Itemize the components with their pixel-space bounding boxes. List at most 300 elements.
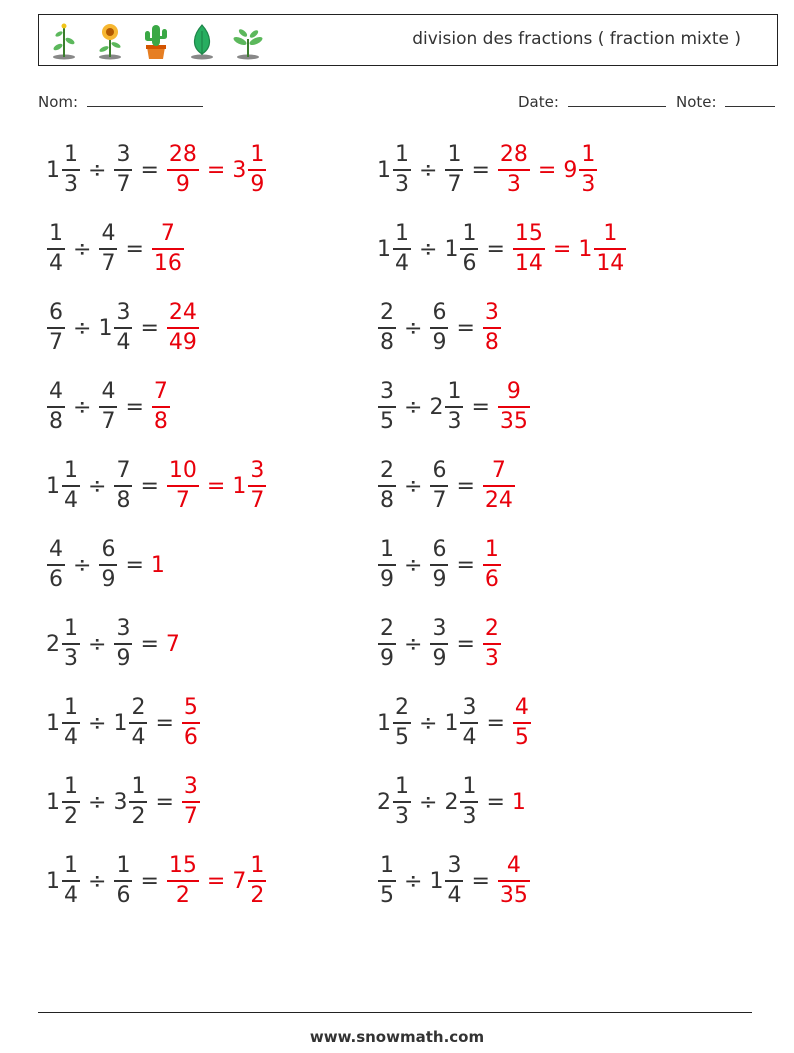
fraction — [62, 855, 80, 907]
divide-sign: ÷ — [88, 710, 107, 736]
divide-sign: ÷ — [419, 157, 438, 183]
fraction — [47, 539, 65, 591]
numerator: 6 — [432, 300, 447, 326]
sunflower-icon — [93, 21, 127, 61]
problem-item — [377, 140, 598, 200]
denominator: 24 — [484, 487, 513, 513]
fraction — [594, 223, 626, 275]
whole-number: 2 — [46, 631, 60, 657]
dividend — [377, 776, 412, 828]
dividend — [46, 302, 66, 354]
denominator: 7 — [447, 171, 462, 197]
answer-mixed — [232, 460, 267, 512]
fraction — [129, 776, 147, 828]
whole-number: 1 — [429, 868, 444, 894]
divisor — [98, 381, 118, 433]
answer-fraction — [498, 381, 530, 433]
whole-number: 2 — [429, 394, 444, 420]
denominator: 8 — [153, 408, 168, 434]
numerator: 1 — [462, 774, 477, 800]
numerator: 1 — [395, 221, 409, 247]
denominator: 7 — [250, 487, 265, 513]
numerator: 4 — [49, 537, 63, 563]
answer-fraction — [182, 776, 200, 828]
divide-sign: ÷ — [419, 236, 438, 262]
numerator: 1 — [64, 853, 78, 879]
equals-sign: = — [456, 552, 475, 578]
tree-icon — [185, 21, 219, 61]
numerator: 2 — [395, 695, 409, 721]
divide-sign: ÷ — [404, 394, 423, 420]
answer-fraction — [483, 618, 501, 670]
denominator: 14 — [596, 250, 625, 276]
dividend — [377, 144, 412, 196]
fraction — [579, 144, 597, 196]
denominator: 7 — [101, 250, 116, 276]
answer-fraction — [167, 460, 199, 512]
problem-item — [377, 377, 531, 437]
whole-number: 2 — [377, 789, 391, 815]
denominator: 9 — [432, 645, 447, 671]
denominator: 4 — [131, 724, 146, 750]
numerator: 4 — [49, 379, 63, 405]
name-field — [38, 92, 203, 111]
whole-number: 1 — [98, 315, 113, 341]
denominator: 35 — [499, 882, 528, 908]
denominator: 6 — [462, 250, 477, 276]
denominator: 4 — [116, 329, 131, 355]
equals-sign: = — [552, 236, 572, 262]
numerator: 28 — [499, 142, 528, 168]
dividend — [46, 460, 81, 512]
fraction — [62, 776, 80, 828]
divisor — [98, 539, 118, 591]
whole-number: 1 — [46, 473, 60, 499]
fraction — [248, 855, 266, 907]
answer-fraction — [167, 855, 199, 907]
problem-item — [46, 693, 201, 753]
denominator: 5 — [380, 882, 394, 908]
divide-sign: ÷ — [404, 868, 423, 894]
divide-sign: ÷ — [73, 315, 92, 341]
numerator: 6 — [432, 458, 447, 484]
problem-item — [46, 614, 180, 674]
divisor — [429, 460, 449, 512]
answer-fraction — [182, 697, 200, 749]
divisor — [98, 302, 133, 354]
whole-number: 1 — [113, 710, 128, 736]
divide-sign: ÷ — [404, 631, 423, 657]
numerator: 6 — [101, 537, 116, 563]
numerator: 6 — [49, 300, 63, 326]
denominator: 3 — [462, 803, 477, 829]
denominator: 3 — [64, 171, 78, 197]
divisor — [113, 697, 148, 749]
fraction — [129, 697, 147, 749]
equals-sign: = — [125, 552, 144, 578]
numerator: 3 — [116, 142, 131, 168]
denominator: 4 — [64, 487, 78, 513]
denominator: 3 — [64, 645, 78, 671]
problem-item — [46, 851, 267, 911]
name-label: Nom: — [38, 93, 79, 111]
fraction — [445, 144, 463, 196]
answer-fraction — [483, 302, 501, 354]
whole-number: 1 — [46, 868, 60, 894]
divisor — [429, 855, 464, 907]
cactus-icon — [139, 21, 173, 61]
numerator: 1 — [395, 142, 409, 168]
divide-sign: ÷ — [88, 473, 107, 499]
denominator: 6 — [116, 882, 131, 908]
denominator: 7 — [183, 803, 198, 829]
equals-sign: = — [471, 157, 490, 183]
numerator: 1 — [250, 853, 265, 879]
numerator: 3 — [484, 300, 499, 326]
fraction — [430, 460, 448, 512]
numerator: 1 — [447, 379, 462, 405]
fraction — [378, 855, 396, 907]
numerator: 1 — [395, 774, 409, 800]
equals-sign: = — [125, 394, 144, 420]
whole-number: 1 — [444, 236, 459, 262]
problem-item — [46, 140, 267, 200]
divisor — [113, 855, 133, 907]
answer-mixed — [563, 144, 598, 196]
equals-sign: = — [206, 868, 226, 894]
answer-fraction — [498, 144, 530, 196]
dividend — [377, 697, 412, 749]
dividend — [377, 381, 397, 433]
problem-item — [377, 535, 502, 595]
problem-item — [377, 456, 516, 516]
denominator: 16 — [153, 250, 182, 276]
numerator: 3 — [447, 853, 462, 879]
denominator: 5 — [380, 408, 394, 434]
dividend — [46, 539, 66, 591]
denominator: 9 — [175, 171, 190, 197]
denominator: 4 — [462, 724, 477, 750]
divide-sign: ÷ — [88, 868, 107, 894]
dividend — [46, 223, 66, 275]
fraction — [393, 223, 411, 275]
divide-sign: ÷ — [419, 710, 438, 736]
denominator: 8 — [484, 329, 499, 355]
fraction — [99, 381, 117, 433]
fraction — [62, 460, 80, 512]
problem-item — [46, 219, 185, 279]
denominator: 14 — [514, 250, 543, 276]
numerator: 1 — [380, 537, 394, 563]
denominator: 6 — [484, 566, 499, 592]
equals-sign: = — [155, 789, 174, 815]
equals-sign: = — [140, 473, 159, 499]
whole-number: 1 — [444, 710, 459, 736]
denominator: 2 — [250, 882, 265, 908]
fraction — [114, 618, 132, 670]
denominator: 9 — [380, 645, 394, 671]
denominator: 2 — [175, 882, 190, 908]
numerator: 7 — [153, 379, 168, 405]
denominator: 7 — [49, 329, 63, 355]
denominator: 6 — [49, 566, 63, 592]
fraction — [99, 539, 117, 591]
fraction — [62, 144, 80, 196]
note-blank — [725, 92, 775, 107]
denominator: 8 — [116, 487, 131, 513]
denominator: 9 — [432, 566, 447, 592]
divide-sign: ÷ — [73, 236, 92, 262]
whole-number: 1 — [377, 236, 391, 262]
numerator: 1 — [462, 221, 477, 247]
fraction — [62, 618, 80, 670]
problem-item — [377, 614, 502, 674]
answer-fraction — [167, 302, 199, 354]
dividend — [46, 855, 81, 907]
dividend — [46, 618, 81, 670]
denominator: 35 — [499, 408, 528, 434]
seedling-icon — [231, 21, 265, 61]
fraction — [460, 223, 478, 275]
numerator: 1 — [484, 537, 499, 563]
fraction — [378, 460, 396, 512]
fraction — [99, 223, 117, 275]
numerator: 2 — [380, 300, 394, 326]
numerator: 1 — [131, 774, 146, 800]
divide-sign: ÷ — [73, 394, 92, 420]
dividend — [46, 697, 81, 749]
answer-fraction — [483, 539, 501, 591]
icon-strip — [47, 21, 265, 61]
whole-number: 1 — [377, 157, 391, 183]
dividend — [377, 223, 412, 275]
answer-fraction — [152, 381, 170, 433]
fraction — [378, 302, 396, 354]
divide-sign: ÷ — [88, 631, 107, 657]
fraction — [114, 855, 132, 907]
denominator: 9 — [116, 645, 131, 671]
equals-sign: = — [456, 631, 475, 657]
equals-sign: = — [471, 868, 490, 894]
divide-sign: ÷ — [404, 552, 423, 578]
divisor — [429, 618, 449, 670]
fraction — [248, 460, 266, 512]
divide-sign: ÷ — [404, 473, 423, 499]
divisor — [444, 697, 479, 749]
denominator: 9 — [101, 566, 116, 592]
whole-number: 1 — [377, 710, 391, 736]
problem-item — [377, 693, 532, 753]
numerator: 28 — [168, 142, 197, 168]
equals-sign: = — [537, 157, 557, 183]
divide-sign: ÷ — [88, 789, 107, 815]
fraction — [378, 618, 396, 670]
numerator: 1 — [64, 616, 78, 642]
dividend — [377, 855, 397, 907]
equals-sign: = — [206, 473, 226, 499]
denominator: 5 — [514, 724, 529, 750]
footer-divider — [38, 1012, 752, 1013]
fraction — [114, 302, 132, 354]
denominator: 9 — [432, 329, 447, 355]
worksheet-header — [38, 14, 778, 66]
numerator: 3 — [432, 616, 447, 642]
dividend — [46, 776, 81, 828]
dividend — [46, 381, 66, 433]
denominator: 6 — [183, 724, 198, 750]
numerator: 2 — [380, 458, 394, 484]
divide-sign: ÷ — [404, 315, 423, 341]
answer-whole: 1 — [511, 789, 526, 815]
numerator: 6 — [432, 537, 447, 563]
fraction — [248, 144, 266, 196]
equals-sign: = — [456, 473, 475, 499]
whole-number: 1 — [232, 473, 247, 499]
problem-item — [46, 772, 201, 832]
whole-number: 3 — [113, 789, 128, 815]
divisor — [444, 223, 479, 275]
date-label: Date: — [518, 93, 559, 111]
denominator: 3 — [395, 171, 409, 197]
numerator: 3 — [462, 695, 477, 721]
divisor — [113, 776, 148, 828]
numerator: 1 — [64, 695, 78, 721]
whole-number: 7 — [232, 868, 247, 894]
numerator: 2 — [131, 695, 146, 721]
numerator: 5 — [183, 695, 198, 721]
denominator: 3 — [506, 171, 521, 197]
denominator: 8 — [380, 487, 394, 513]
answer-whole: 7 — [165, 631, 180, 657]
denominator: 3 — [395, 803, 409, 829]
whole-number: 9 — [563, 157, 578, 183]
denominator: 9 — [250, 171, 265, 197]
equals-sign: = — [140, 868, 159, 894]
divisor — [444, 776, 479, 828]
answer-whole: 1 — [150, 552, 165, 578]
fraction — [445, 381, 463, 433]
divide-sign: ÷ — [88, 157, 107, 183]
denominator: 8 — [49, 408, 63, 434]
denominator: 4 — [395, 250, 409, 276]
divisor — [113, 144, 133, 196]
fraction — [393, 144, 411, 196]
equals-sign: = — [140, 631, 159, 657]
denominator: 4 — [64, 882, 78, 908]
dividend — [377, 539, 397, 591]
dividend — [377, 460, 397, 512]
numerator: 15 — [514, 221, 543, 247]
divisor — [444, 144, 464, 196]
denominator: 3 — [447, 408, 462, 434]
numerator: 1 — [116, 853, 131, 879]
fraction — [393, 697, 411, 749]
numerator: 4 — [506, 853, 521, 879]
note-field — [676, 92, 775, 111]
fraction — [460, 776, 478, 828]
denominator: 2 — [64, 803, 78, 829]
equals-sign: = — [486, 789, 505, 815]
divisor — [429, 302, 449, 354]
denominator: 7 — [175, 487, 190, 513]
numerator: 1 — [250, 142, 265, 168]
fraction — [114, 460, 132, 512]
note-label: Note: — [676, 93, 717, 111]
fraction — [378, 381, 396, 433]
answer-fraction — [513, 223, 545, 275]
equals-sign: = — [140, 157, 159, 183]
name-blank — [87, 92, 203, 107]
dividend — [46, 144, 81, 196]
equals-sign: = — [456, 315, 475, 341]
denominator: 4 — [447, 882, 462, 908]
footer-url: www.snowmath.com — [309, 1028, 485, 1046]
numerator: 1 — [64, 458, 78, 484]
fraction — [430, 302, 448, 354]
problem-item — [46, 535, 165, 595]
numerator: 3 — [250, 458, 265, 484]
numerator: 1 — [49, 221, 63, 247]
divide-sign: ÷ — [73, 552, 92, 578]
dividend — [377, 302, 397, 354]
answer-fraction — [152, 223, 184, 275]
answer-fraction — [513, 697, 531, 749]
equals-sign: = — [206, 157, 226, 183]
answer-fraction — [167, 144, 199, 196]
problem-item — [377, 772, 526, 832]
answer-mixed — [232, 855, 267, 907]
equals-sign: = — [140, 315, 159, 341]
numerator: 3 — [380, 379, 394, 405]
divisor — [429, 381, 464, 433]
numerator: 3 — [116, 300, 131, 326]
problem-item — [377, 851, 531, 911]
problem-item — [46, 456, 267, 516]
divide-sign: ÷ — [419, 789, 438, 815]
numerator: 1 — [603, 221, 618, 247]
equals-sign: = — [486, 236, 505, 262]
denominator: 2 — [131, 803, 146, 829]
denominator: 8 — [380, 329, 394, 355]
answer-mixed — [578, 223, 627, 275]
numerator: 7 — [116, 458, 131, 484]
problem-item — [377, 219, 627, 279]
numerator: 4 — [514, 695, 529, 721]
fraction — [378, 539, 396, 591]
numerator: 7 — [160, 221, 175, 247]
date-field — [518, 92, 666, 111]
denominator: 49 — [168, 329, 197, 355]
numerator: 3 — [183, 774, 198, 800]
fraction — [114, 144, 132, 196]
equals-sign: = — [486, 710, 505, 736]
equals-sign: = — [125, 236, 144, 262]
numerator: 10 — [168, 458, 197, 484]
fraction — [47, 302, 65, 354]
denominator: 7 — [116, 171, 131, 197]
denominator: 3 — [581, 171, 596, 197]
numerator: 1 — [64, 774, 78, 800]
denominator: 4 — [64, 724, 78, 750]
equals-sign: = — [155, 710, 174, 736]
date-blank — [568, 92, 666, 107]
numerator: 2 — [484, 616, 499, 642]
whole-number: 1 — [578, 236, 593, 262]
numerator: 1 — [581, 142, 596, 168]
whole-number: 2 — [444, 789, 459, 815]
denominator: 4 — [49, 250, 63, 276]
denominator: 7 — [432, 487, 447, 513]
